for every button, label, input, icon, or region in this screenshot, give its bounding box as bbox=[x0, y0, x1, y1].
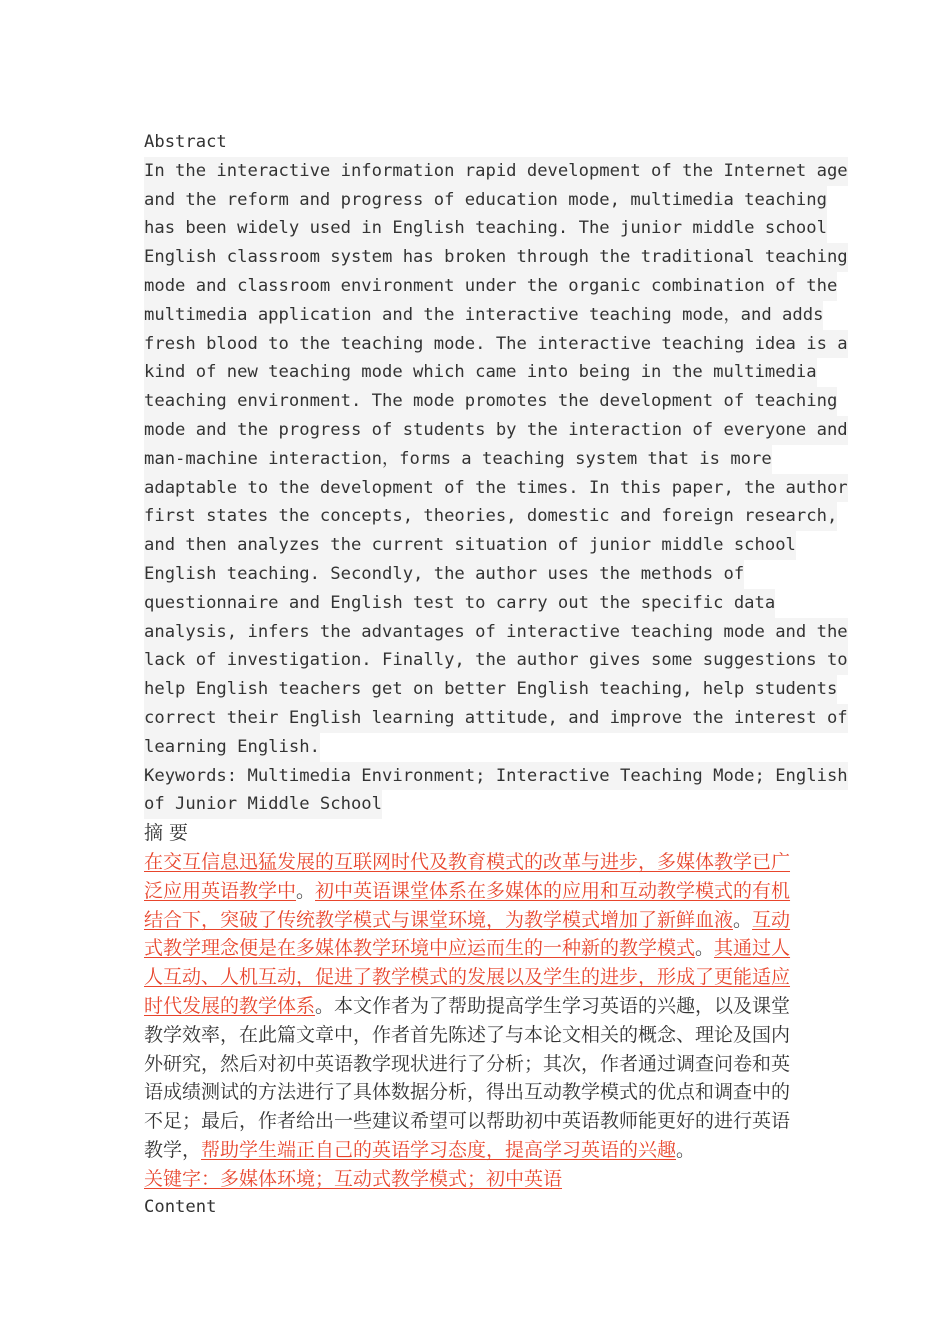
abstract-line-en bbox=[144, 445, 804, 474]
plain-text: 不足；最后，作者给出一些建议希望可以帮助初中英语教师能更好的进行英语 bbox=[144, 1110, 791, 1133]
abstract-line-text: mode and the progress of students by the interaction of everyone and bbox=[144, 416, 848, 445]
abstract-line-en bbox=[144, 301, 824, 330]
plain-text: 。本文作者为了帮助提高学生学习英语的兴趣，以及课堂 bbox=[315, 994, 791, 1017]
abstract-body-en bbox=[144, 157, 848, 762]
plain-text: 教学， bbox=[144, 1138, 202, 1161]
abstract-line-en bbox=[144, 704, 848, 733]
abstract-line-en bbox=[144, 531, 804, 560]
abstract-line-en bbox=[144, 330, 848, 359]
abstract-line-text: questionnaire and English test to carry out the specific data bbox=[144, 589, 775, 618]
abstract-line-text: has been widely used in English teaching. The junior middle school bbox=[144, 214, 827, 243]
abstract-line-text: and then analyzes the current situation of junior middle school bbox=[144, 531, 796, 560]
abstract-heading-zh: 摘 要 bbox=[144, 822, 189, 845]
abstract-line-zh bbox=[144, 1050, 804, 1079]
keywords-zh: 关键字：多媒体环境；互动式教学模式；初中英语 bbox=[144, 1167, 563, 1190]
abstract-line-en bbox=[144, 416, 848, 445]
content-heading: Content bbox=[144, 1197, 217, 1218]
abstract-line-text: and the reform and progress of education mode, multimedia teaching bbox=[144, 186, 827, 215]
abstract-line-zh bbox=[144, 1107, 804, 1136]
keywords-line-text: of Junior Middle School bbox=[144, 790, 382, 819]
keywords-line-text: Keywords: Multimedia Environment; Interactive Teaching Mode; English bbox=[144, 762, 848, 791]
abstract-line-en bbox=[144, 157, 848, 186]
plain-text: 。 bbox=[695, 937, 715, 960]
abstract-line-en bbox=[144, 358, 817, 387]
abstract-line-zh bbox=[144, 848, 804, 877]
highlighted-text: 人互动、人机互动，促进了教学模式的发展以及学生的进步，形成了更能适应 bbox=[144, 966, 791, 989]
document-page bbox=[144, 128, 848, 1222]
abstract-line-en bbox=[144, 733, 804, 762]
abstract-line-text: teaching environment. The mode promotes the development of teaching bbox=[144, 387, 837, 416]
abstract-line-en bbox=[144, 560, 804, 589]
highlighted-text: 互动 bbox=[752, 908, 791, 931]
abstract-line-en bbox=[144, 272, 838, 301]
plain-text: 语成绩测试的方法进行了具体数据分析，得出互动教学模式的优点和调查中的 bbox=[144, 1081, 791, 1104]
abstract-line-text: English classroom system has broken through the traditional teaching bbox=[144, 243, 848, 272]
abstract-line-text: kind of new teaching mode which came into being in the multimedia bbox=[144, 358, 817, 387]
abstract-line-text: adaptable to the development of the times. In this paper, the author bbox=[144, 474, 848, 503]
abstract-line-en bbox=[144, 589, 804, 618]
abstract-line-text: analysis, infers the advantages of interactive teaching mode and the bbox=[144, 618, 848, 647]
highlighted-text: 泛应用英语教学中 bbox=[144, 879, 297, 902]
abstract-line-zh bbox=[144, 963, 804, 992]
abstract-line-zh bbox=[144, 1078, 804, 1107]
plain-text: 教学效率，在此篇文章中，作者首先陈述了与本论文相关的概念、理论及国内 bbox=[144, 1023, 791, 1046]
abstract-line-text: In the interactive information rapid development of the Internet age bbox=[144, 157, 848, 186]
highlighted-text: 初中英语课堂体系在多媒体的应用和互动教学模式的有机 bbox=[315, 879, 791, 902]
abstract-line-zh bbox=[144, 1021, 804, 1050]
abstract-line-en bbox=[144, 675, 838, 704]
plain-text: 外研究，然后对初中英语教学现状进行了分析；其次，作者通过调查问卷和英 bbox=[144, 1052, 791, 1075]
abstract-line-text: correct their English learning attitude, and improve the interest of bbox=[144, 704, 848, 733]
abstract-heading: Abstract bbox=[144, 132, 227, 152]
abstract-line-text: English teaching. Secondly, the author uses the methods of bbox=[144, 560, 744, 589]
abstract-line-en bbox=[144, 186, 827, 215]
plain-text: 。 bbox=[676, 1138, 696, 1161]
highlighted-text: 式教学理念便是在多媒体教学环境中应运而生的一种新的教学模式 bbox=[144, 937, 696, 960]
highlighted-text: 在交互信息迅猛发展的互联网时代及教育模式的改革与进步，多媒体教学已广 bbox=[144, 850, 791, 873]
keywords-line-en bbox=[144, 762, 848, 791]
abstract-line-text: man-machine interaction，forms a teaching system that is more bbox=[144, 445, 772, 474]
highlighted-text: 结合下，突破了传统教学模式与课堂环境，为教学模式增加了新鲜血液 bbox=[144, 908, 734, 931]
abstract-line-zh bbox=[144, 1136, 804, 1165]
abstract-line-zh bbox=[144, 934, 804, 963]
abstract-line-text: fresh blood to the teaching mode. The interactive teaching idea is a bbox=[144, 330, 848, 359]
highlighted-text: 帮助学生端正自己的英语学习态度，提高学习英语的兴趣 bbox=[201, 1138, 677, 1161]
highlighted-text: 其通过人 bbox=[714, 937, 791, 960]
abstract-line-text: first states the concepts, theories, domestic and foreign research, bbox=[144, 502, 837, 531]
abstract-line-text: help English teachers get on better English teaching, help students bbox=[144, 675, 837, 704]
abstract-line-text: mode and classroom environment under the organic combination of the bbox=[144, 272, 837, 301]
abstract-line-zh bbox=[144, 906, 804, 935]
abstract-line-en bbox=[144, 646, 848, 675]
abstract-line-text: learning English. bbox=[144, 733, 320, 762]
plain-text: 。 bbox=[733, 908, 753, 931]
plain-text: 。 bbox=[296, 879, 316, 902]
abstract-line-en bbox=[144, 387, 838, 416]
abstract-line-text: multimedia application and the interactive teaching mode，and adds bbox=[144, 301, 823, 330]
abstract-line-en bbox=[144, 618, 848, 647]
abstract-line-en bbox=[144, 502, 838, 531]
keywords-line-en bbox=[144, 790, 804, 819]
abstract-line-en bbox=[144, 243, 848, 272]
abstract-line-zh bbox=[144, 992, 804, 1021]
highlighted-text: 时代发展的教学体系 bbox=[144, 994, 316, 1017]
abstract-line-en bbox=[144, 474, 848, 503]
keywords-en bbox=[144, 762, 848, 820]
abstract-line-text: lack of investigation. Finally, the author gives some suggestions to bbox=[144, 646, 848, 675]
abstract-body-zh bbox=[144, 848, 804, 1165]
abstract-line-zh bbox=[144, 877, 804, 906]
abstract-line-en bbox=[144, 214, 827, 243]
